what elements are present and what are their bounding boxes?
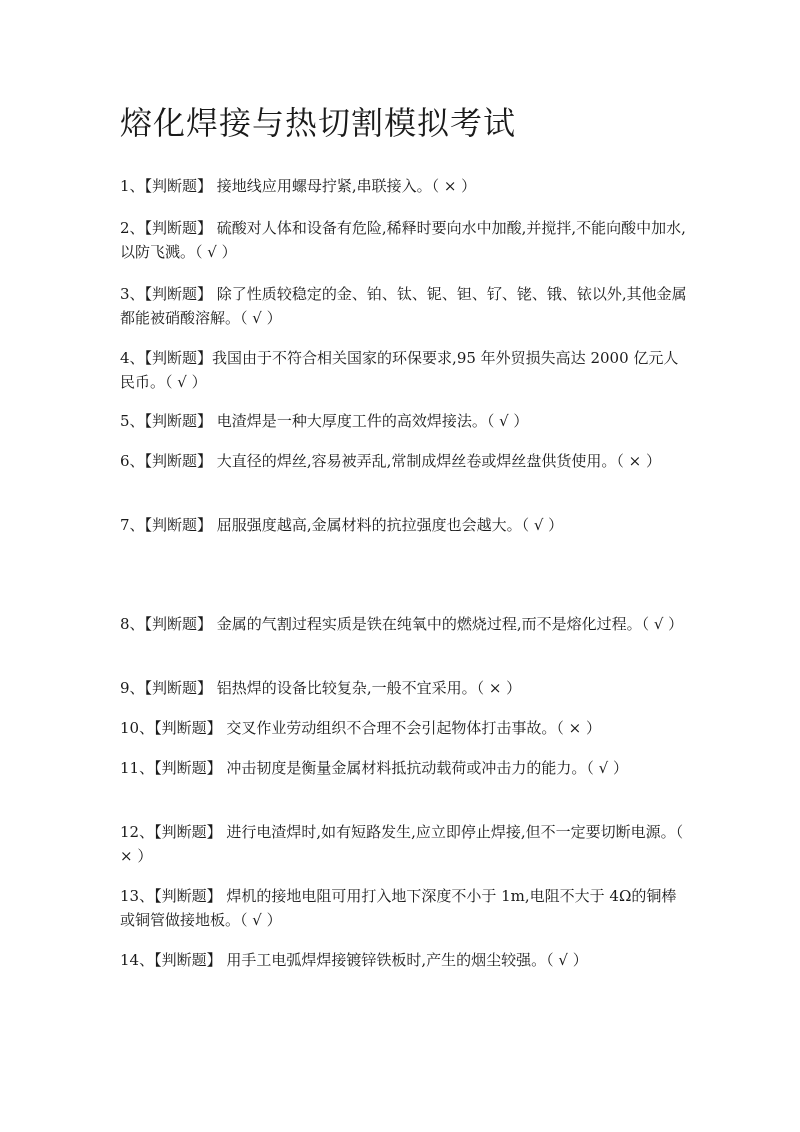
question-3: 3、【判断题】 除了性质较稳定的金、铂、钛、铌、钽、钌、铑、锇、铱以外,其他金属都能被硝酸溶解。（ √ ） bbox=[120, 285, 687, 327]
question-6: 6、【判断题】 大直径的焊丝,容易被弄乱,常制成焊丝卷或焊丝盘供货使用。（ × ） bbox=[120, 452, 661, 470]
question-1: 1、【判断题】 接地线应用螺母拧紧,串联接入。（ × ） bbox=[120, 177, 477, 195]
question-7: 7、【判断题】 屈服强度越高,金属材料的抗拉强度也会越大。（ √ ） bbox=[120, 516, 564, 534]
question-12: 12、【判断题】 进行电渣焊时,如有短路发生,应立即停止焊接,但不一定要切断电源。（ × ） bbox=[120, 823, 684, 865]
page-title: 熔化焊接与热切割模拟考试 bbox=[120, 104, 517, 142]
question-5: 5、【判断题】 电渣焊是一种大厚度工件的高效焊接法。（ √ ） bbox=[120, 412, 529, 430]
question-9: 9、【判断题】 铝热焊的设备比较复杂,一般不宜采用。（ × ） bbox=[120, 679, 522, 697]
question-14: 14、【判断题】 用手工电弧焊焊接镀锌铁板时,产生的烟尘较强。（ √ ） bbox=[120, 951, 588, 969]
question-11: 11、【判断题】 冲击韧度是衡量金属材料抵抗动载荷或冲击力的能力。（ √ ） bbox=[120, 759, 628, 777]
question-4: 4、【判断题】我国由于不符合相关国家的环保要求,95 年外贸损失高达 2000 亿元人民币。（ √ ） bbox=[120, 349, 679, 391]
question-2: 2、【判断题】 硫酸对人体和设备有危险,稀释时要向水中加酸,并搅拌,不能向酸中加水,以防飞溅。（ √ ） bbox=[120, 219, 686, 261]
question-10: 10、【判断题】 交叉作业劳动组织不合理不会引起物体打击事故。（ × ） bbox=[120, 719, 601, 737]
question-8: 8、【判断题】 金属的气割过程实质是铁在纯氧中的燃烧过程,而不是熔化过程。（ √ ） bbox=[120, 615, 684, 633]
question-13: 13、【判断题】 焊机的接地电阻可用打入地下深度不小于 1m,电阻不大于 4Ω的铜棒或铜管做接地板。（ √ ） bbox=[120, 887, 677, 929]
